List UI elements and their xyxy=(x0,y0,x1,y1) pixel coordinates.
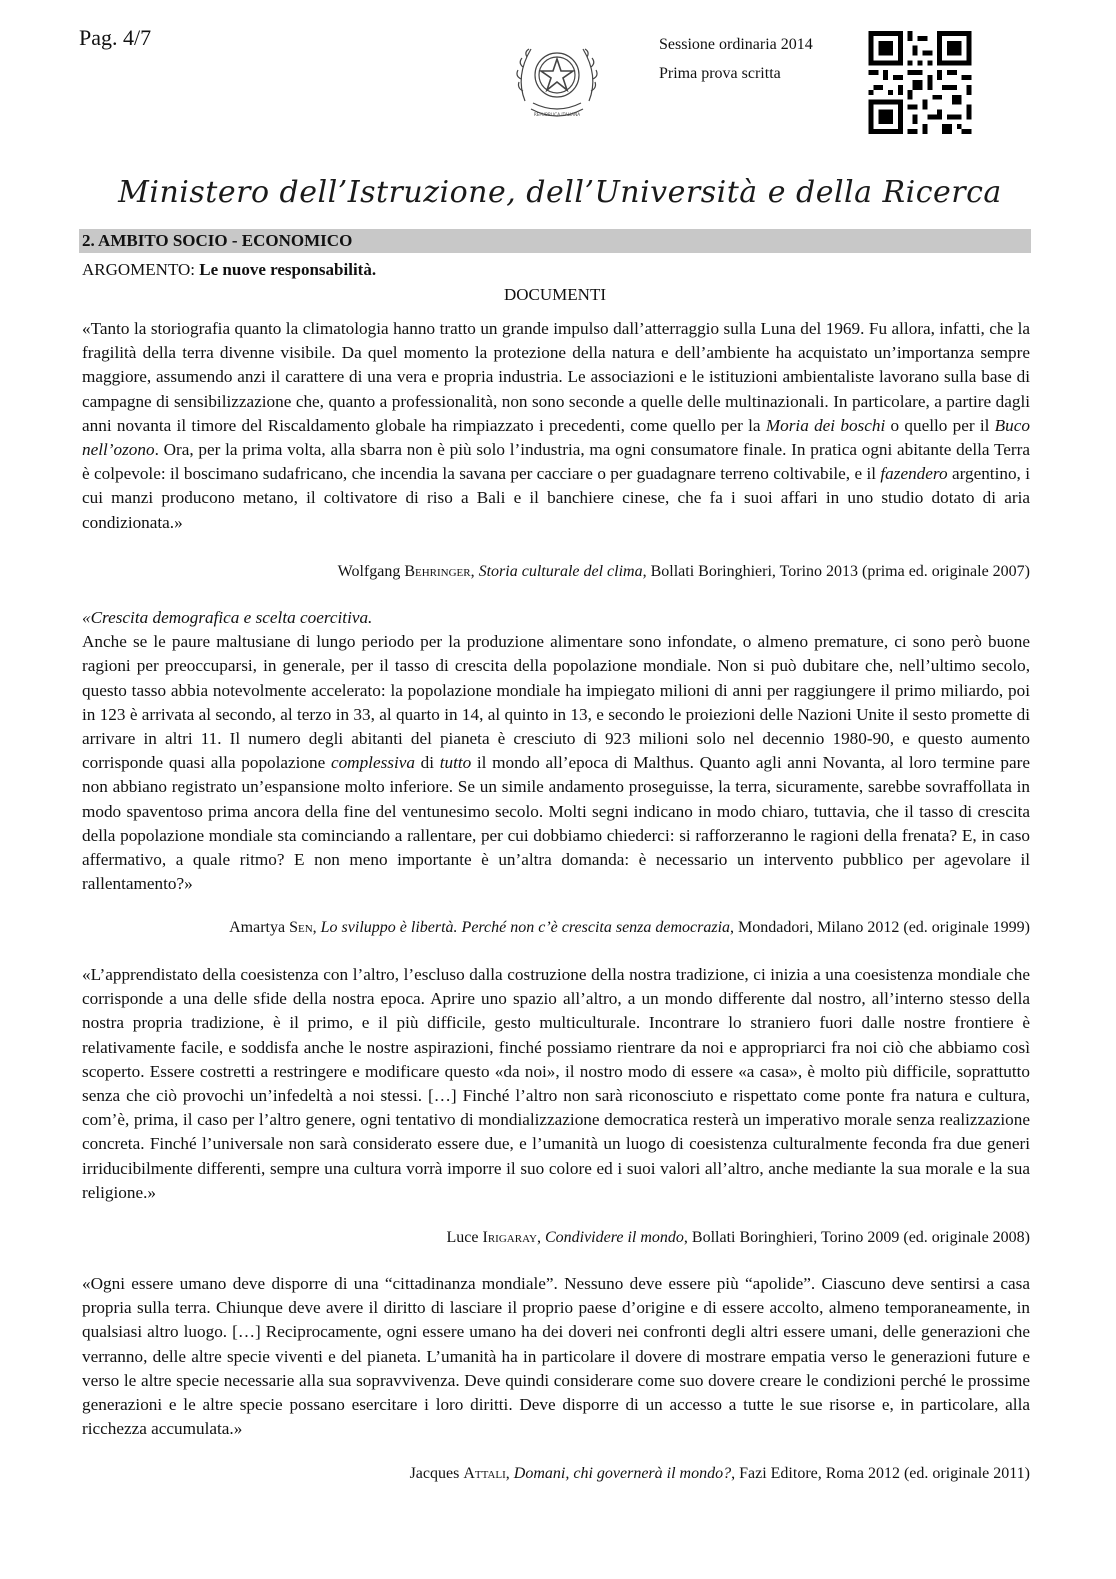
document-1-text: «Tanto la storiografia quanto la climatologia hanno tratto un grande impulso dall’atterraggio sulla Luna del 1969. Fu allora, infatti, che la fragilità della terra divenne visibile. Da quel momento la protezione della natura e dell’ambiente ha acquistato un’importanza sempre maggiore, assumendo anzi il carattere di una vera e propria industria. Le associazioni e le istituzioni ambientaliste lavorano sulla base di campagne di sensibilizzazione che, quanto a professionalità, non sono seconde a quelle delle multinazionali. In particolare, a partire dagli anni novanta il timore del Riscaldamento globale ha rimpiazzato i precedenti, come quello per la Moria dei boschi o quello per il Buco nell’ozono. Ora, per la prima volta, alla sbarra non è più solo l’industria, ma ogni consumatore finale. In pratica ogni abitante della Terra è colpevole: il boscimano sudafricano, che incendia la savana per cacciare o per guadagnare terreno coltivabile, e il fazendero argentino, i cui manzi producono metano, il coltivatore di riso a Bali e il banchiere cinese, che fa i suoi affari in uno studio dotato di aria condizionata.» xyxy=(82,319,1030,532)
qr-code-icon xyxy=(867,31,973,134)
documenti-heading: DOCUMENTI xyxy=(504,285,606,304)
page-number: Pag. 4/7 xyxy=(79,25,152,50)
session-info xyxy=(659,30,813,88)
document-4-source: Jacques Attali, Domani, chi governerà il mondo?, Fazi Editore, Roma 2012 (ed. originale 2011) xyxy=(409,1465,1030,1482)
argomento xyxy=(82,260,376,280)
argomento-value: Le nuove responsabilità. xyxy=(199,260,377,279)
emblem-text: REPUBBLICA ITALIANA xyxy=(533,112,581,117)
repubblica-italiana-emblem-icon xyxy=(511,31,603,125)
document-1-source: Wolfgang Behringer, Storia culturale del clima, Bollati Boringhieri, Torino 2013 (prima ed. originale 2007) xyxy=(337,563,1030,580)
section-title: 2. AMBITO SOCIO - ECONOMICO xyxy=(82,231,353,250)
document-4-text: «Ogni essere umano deve disporre di una “cittadinanza mondiale”. Nessuno deve essere più “apolide”. Ciascuno deve sentirsi a casa propria sulla terra. Chiunque deve avere il diritto di lasciare il proprio paese d’origine e di essere accolto, almeno temporaneamente, in qualsiasi altro luogo. […] Reciprocamente, ogni essere umano ha dei doveri nei confronti degli altri essere umani, delle generazioni che verranno, delle altre specie viventi e del pianeta. L’umanità ha in particolare il dovere di mostrare empatia verso le generazioni future e verso le altre specie necessarie alla sua sopravvivenza. Deve quindi considerare come suo dovere creare le condizioni perché le prossime generazioni e le altre specie possano esercitare i loro diritti. Deve disporre di un accesso a tutte le sue risorse e, in particolare, alla ricchezza accumulata.» xyxy=(82,1274,1030,1439)
ministry-title: Ministero dell’Istruzione, dell’Università e della Ricerca xyxy=(118,175,1002,210)
document-2-text: «Crescita demografica e scelta coercitiva. Anche se le paure maltusiane di lungo periodo per la produzione alimentare sono infondate, o almeno premature, ci sono però buone ragioni per preoccuparsi, in generale, per il tasso di crescita della popolazione mondiale. Non si può dubitare che, nell’ultimo secolo, questo tasso abbia notevolmente accelerato: la popolazione mondiale ha impiegato milioni di anni per raggiungere il primo miliardo, poi in 123 è arrivata al secondo, al terzo in 33, al quarto in 14, al quinto in 13, e secondo le proiezioni delle Nazioni Unite il sesto promette di arrivare in altri 11. Il numero degli abitanti del pianeta è cresciuto di 923 milioni solo nel decennio 1980-90, e questo aumento corrisponde quasi alla popolazione complessiva di tutto il mondo all’epoca di Malthus. Quanto agli anni Novanta, al loro termine pare non abbiano registrato un’espansione molto inferiore. Se un simile andamento proseguisse, la terra, sicuramente, sarebbe sovraffollata in modo spaventoso prima ancora della fine del ventunesimo secolo. Molti segni indicano in modo chiaro, tuttavia, che il tasso di crescita della popolazione mondiale sta cominciando a rallentare, per cui dobbiamo chiederci: si rafforzeranno le ragioni della frenata? E, in caso affermativo, a quale ritmo? E non meno importante è un’altra domanda: è necessario un intervento pubblico per agevolare il rallentamento?» xyxy=(82,608,1030,894)
document-3-text: «L’apprendistato della coesistenza con l’altro, l’escluso dalla costruzione della nostra tradizione, ci inizia a una coesistenza mondiale che corrisponde a una delle sfide della nostra epoca. Aprire uno spazio all’altro, a un mondo differente dal nostro, all’interno stesso della nostra propria tradizione, è il primo, e il più difficile, gesto multiculturale. Incontrare lo straniero fuori dalle nostre frontiere è relativamente facile, e soddisfa anche le nostre aspirazioni, finché possiamo rientrare da noi e appropriarci fra noi ciò che abbiamo così scoperto. Essere costretti a restringere e modificare questo «da noi», il nostro modo di essere «a casa», è molto più difficile, soprattutto senza che ciò provochi un’infedeltà a noi stessi. […] Finché l’altro non sarà riconosciuto e rispettato come ponte fra natura e cultura, com’è, prima, il caso per l’altro genere, ogni tentativo di mondializzazione democratica resterà un imperativo morale senza realizzazione concreta. Finché l’universale non sarà considerato essere due, e l’umanità un luogo di coesistenza culturalmente feconda fra due generi irriducibilmente differenti, sempre una cultura vorrà imporre il suo colore ed i suoi valori all’altro, anche mediante la sua morale e la sua religione.» xyxy=(82,965,1030,1202)
session-line-1: Sessione ordinaria 2014 xyxy=(659,36,813,53)
document-2-source: Amartya Sen, Lo sviluppo è libertà. Perché non c’è crescita senza democrazia, Mondadori, Milano 2012 (ed. originale 1999) xyxy=(229,919,1030,936)
document-3-source: Luce Irigaray, Condividere il mondo, Bollati Boringhieri, Torino 2009 (ed. originale 2008) xyxy=(446,1229,1030,1246)
session-line-2: Prima prova scritta xyxy=(659,65,781,82)
document-2-title: «Crescita demografica e scelta coercitiva. xyxy=(82,608,373,627)
argomento-label: ARGOMENTO: xyxy=(82,260,196,279)
